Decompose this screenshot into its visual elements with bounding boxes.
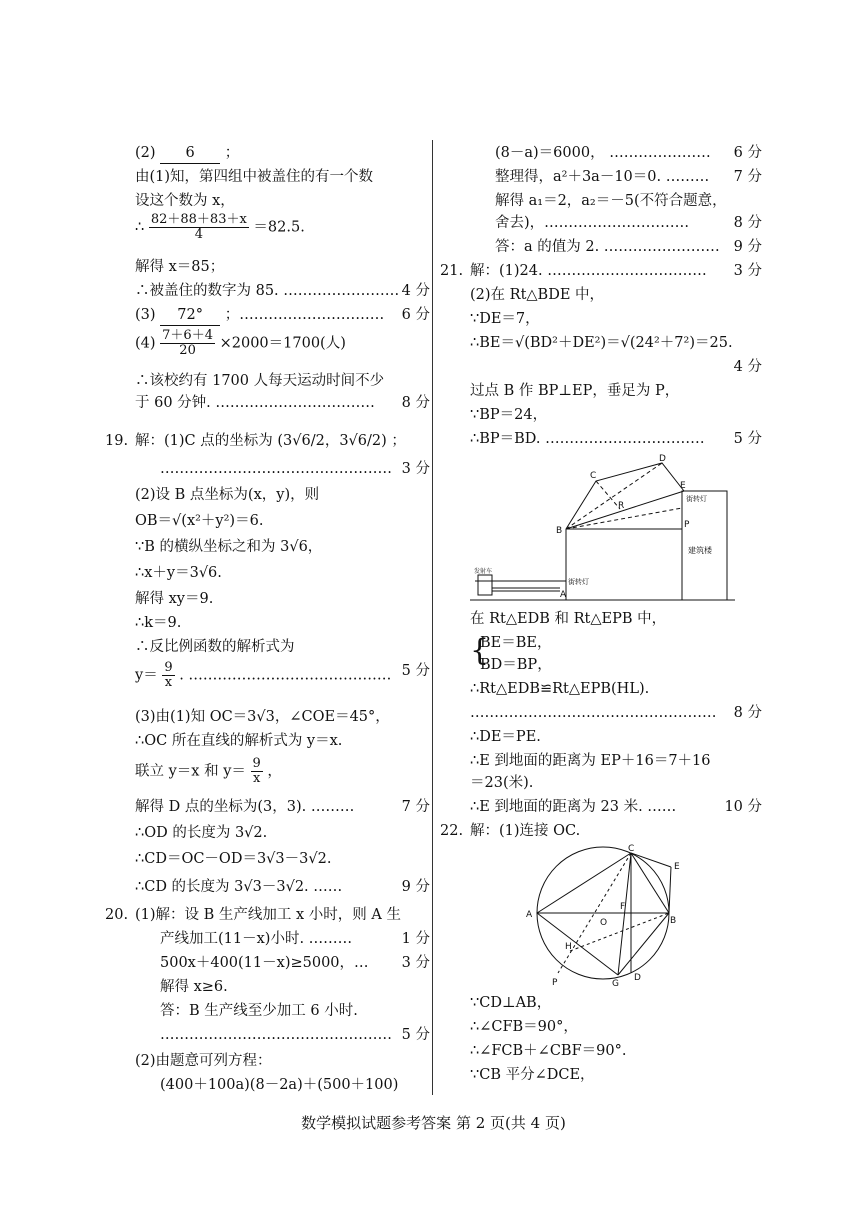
line: OB＝√(x²＋y²)＝6. bbox=[135, 513, 264, 529]
question-number-21: 21. bbox=[440, 263, 464, 279]
line: 解得 x≥6. bbox=[160, 979, 228, 995]
line: (3) 72° ；………………………… 6 分 bbox=[135, 305, 430, 326]
sign-label-1: 街转灯 bbox=[686, 495, 707, 503]
launch-car bbox=[478, 575, 492, 595]
label-p: P bbox=[552, 978, 558, 988]
answer-page: (2) 6 ； 由(1)知，第四组中被盖住的有一个数 设这个数为 x， ∴ $\frac{82+88+83+x}{4}$ ＝82.5. 解得 x＝85； ∴被盖住的数字为 85. …………………… 4 分 (3) 72° ；………………………… 6 分 (4) $\frac{7+6+4}{20}$ ×2000＝1700(人) ∴该校约有 1700 人每天运动时间不少 于 60 分钟. …………………………… 8 分 19. 解：(1)C 点的坐标为 (3√6/2，3√6/2) ； ………………………………………… 3 分 (2)设 B 点坐标为(x，y)，则 OB＝√(x²＋y²)＝6. ∵B 的横纵坐标之和为 3√6， ∴x＋y＝3√6. 解得 xy＝9. ∴k＝9. ∴反比例函数的解析式为 y＝ $\frac{9}{x}$ . …………………………………… 5 分 (3)由(1)知 OC＝3√3，∠COE＝45°， ∴OC 所在直线的解析式为 y＝x. 联立 y＝x 和 y＝ $\frac{9}{x}$ ， 解得 D 点的坐标为(3，3). ……… 7 分 ∴OD 的长度为 3√2. ∴CD＝OC－OD＝3√3－3√2. ∴CD 的长度为 3√3－3√2. …… 9 分 20. (1)解：设 B 生产线加工 x 小时，则 A 生 产线加工(11－x)小时. ……… 1 分 500x＋400(11－x)≥5000，… 3 分 解得 x≥6. 答：B 生产线至少加工 6 小时. ………………………………………… 5 分 (2)由题意可列方程： (400＋100a)(8－2a)＋(500＋100) (8－a)＝6000， ………………… 6 分 整理得，a²＋3a－10＝0. ……… 7 分 解得 a₁＝2，a₂＝－5(不符合题意， 舍去)，………………………… 8 分 答：a 的值为 2. …………………… 9 分 21. 解：(1)24. …………………………… 3 分 (2)在 Rt△BDE 中， ∵DE＝7， ∴BE＝√(BD²＋DE²)＝√(24²＋7²)＝25. 4 分 过点 B 作 BP⊥EP，垂足为 P， ∵BP＝24， ∴BP＝BD. …………………………… 5 分 C D E R B P A 街转灯 建筑楼 街转灯 发射车 在 Rt△EDB 和 Rt△EPB 中， { BE＝BE， BD＝BP， ∴Rt△EDB≌Rt△EPB(HL). …………………………………………… 8 分 ∴DE＝PE. ∴E 到地面的距离为 EP＋16＝7＋16 ＝23(米). ∴E 到地面的距离为 23 米. …… 10 分 22. 解：(1)连接 OC. C E A F B O H P G D ∵CD⊥AB， ∴∠CFB＝90°， ∴∠FCB＋∠CBF＝90°. ∵CB 平分∠DCE， 数学模拟试题参考答案 第 2 页(共 4 页) bbox=[0, 0, 867, 1226]
line: 由(1)知，第四组中被盖住的有一个数 bbox=[135, 169, 374, 185]
line: ∵DE＝7， bbox=[470, 311, 540, 327]
brace: { bbox=[470, 633, 490, 668]
line: ∴ $\frac{82+88+83+x}{4}$ ＝82.5. bbox=[135, 212, 305, 242]
line: (400＋100a)(8－2a)＋(500＋100) bbox=[160, 1077, 399, 1093]
line: 整理得，a²＋3a－10＝0. ……… 7 分 bbox=[495, 169, 762, 185]
line: (3)由(1)知 OC＝3√3，∠COE＝45°， bbox=[135, 709, 390, 725]
answer-blank: 72° bbox=[160, 305, 220, 326]
line: 解得 D 点的坐标为(3，3). ……… 7 分 bbox=[135, 799, 430, 815]
sign-label-2: 街转灯 bbox=[568, 578, 589, 586]
line: 于 60 分钟. …………………………… 8 分 bbox=[135, 395, 430, 411]
label-a: A bbox=[526, 910, 533, 920]
line: BD＝BP， bbox=[480, 657, 552, 673]
label-d: D bbox=[659, 454, 666, 464]
line: ∵CD⊥AB， bbox=[470, 995, 552, 1011]
figure-21 bbox=[470, 453, 740, 603]
line: 舍去)，………………………… 8 分 bbox=[495, 215, 762, 231]
fraction: $\frac{82+88+83+x}{4}$ bbox=[150, 212, 247, 242]
line: 解得 xy＝9. bbox=[135, 591, 214, 607]
label-c: C bbox=[628, 844, 635, 854]
line: 设这个数为 x， bbox=[135, 193, 235, 209]
line: ∴∠FCB＋∠CBF＝90°. bbox=[470, 1043, 627, 1059]
line: ∴k＝9. bbox=[135, 615, 182, 631]
line: ∴CD 的长度为 3√3－3√2. …… 9 分 bbox=[135, 879, 430, 895]
label-h: H bbox=[565, 942, 572, 952]
line: (4) $\frac{7+6+4}{20}$ ×2000＝1700(人) bbox=[135, 328, 346, 358]
column-divider bbox=[432, 140, 433, 1095]
answer-blank: 6 bbox=[160, 143, 220, 164]
line: ∴x＋y＝3√6. bbox=[135, 565, 222, 581]
line: ∴反比例函数的解析式为 bbox=[135, 639, 295, 655]
line: ∴DE＝PE. bbox=[470, 729, 541, 745]
label-b: B bbox=[670, 916, 677, 926]
line: ∴OC 所在直线的解析式为 y＝x. bbox=[135, 733, 343, 749]
line: ∴∠CFB＝90°， bbox=[470, 1019, 578, 1035]
label-o: O bbox=[600, 918, 608, 928]
line: ∴被盖住的数字为 85. …………………… 4 分 bbox=[135, 283, 430, 299]
label-r: R bbox=[618, 501, 625, 511]
line: (1)解：设 B 生产线加工 x 小时，则 A 生 bbox=[135, 907, 401, 923]
car-label: 发射车 bbox=[474, 568, 493, 575]
line: ∴该校约有 1700 人每天运动时间不少 bbox=[135, 373, 385, 389]
line: 500x＋400(11－x)≥5000，… 3 分 bbox=[160, 955, 430, 971]
line: ＝23(米). bbox=[470, 775, 534, 791]
line: 解：(1)24. …………………………… 3 分 bbox=[470, 263, 762, 279]
question-number-20: 20. bbox=[105, 907, 129, 923]
label-c: C bbox=[590, 471, 597, 481]
line: ∴BE＝√(BD²＋DE²)＝√(24²＋7²)＝25. bbox=[470, 335, 733, 351]
line: ∴OD 的长度为 3√2. bbox=[135, 825, 268, 841]
line: 产线加工(11－x)小时. ……… 1 分 bbox=[160, 931, 430, 947]
line: y＝ $\frac{9}{x}$ . …………………………………… 5 分 bbox=[135, 660, 430, 690]
label-d: D bbox=[634, 973, 641, 983]
label-e: E bbox=[680, 481, 686, 491]
line: ∵BP＝24， bbox=[470, 407, 548, 423]
line: ∴BP＝BD. …………………………… 5 分 bbox=[470, 431, 762, 447]
fraction: $\frac{9}{x}$ bbox=[252, 756, 261, 786]
label-b: B bbox=[556, 526, 563, 536]
line: …………………………………………… 8 分 bbox=[470, 705, 762, 721]
line: ∴CD＝OC－OD＝3√3－3√2. bbox=[135, 851, 332, 867]
building-label: 建筑楼 bbox=[688, 546, 712, 555]
line: ∵B 的横纵坐标之和为 3√6， bbox=[135, 539, 323, 555]
figure-22 bbox=[518, 843, 693, 988]
label-g: G bbox=[612, 979, 619, 988]
fraction: $\frac{9}{x}$ bbox=[164, 660, 173, 690]
label-f: F bbox=[620, 902, 626, 912]
line: 在 Rt△EDB 和 Rt△EPB 中， bbox=[470, 611, 667, 627]
line: (8－a)＝6000， ………………… 6 分 bbox=[495, 145, 762, 161]
line: ∴E 到地面的距离为 EP＋16＝7＋16 bbox=[470, 753, 711, 769]
line: 过点 B 作 BP⊥EP，垂足为 P， bbox=[470, 383, 680, 399]
line: ………………………………………… 5 分 bbox=[160, 1027, 430, 1043]
question-number-22: 22. bbox=[440, 823, 464, 839]
line: 解：(1)连接 OC. bbox=[470, 823, 581, 839]
line: BE＝BE， bbox=[480, 635, 552, 651]
line: (2) 6 ； bbox=[135, 143, 239, 164]
line: ∵CB 平分∠DCE， bbox=[470, 1067, 595, 1083]
line: 联立 y＝x 和 y＝ $\frac{9}{x}$ ， bbox=[135, 756, 282, 786]
line: (2)设 B 点坐标为(x，y)，则 bbox=[135, 487, 320, 503]
question-number-19: 19. bbox=[105, 433, 129, 449]
line: (2)由题意可列方程： bbox=[135, 1053, 272, 1069]
label-p: P bbox=[684, 520, 690, 530]
line: 答：B 生产线至少加工 6 小时. bbox=[160, 1003, 358, 1019]
label-e: E bbox=[674, 862, 680, 872]
line: 解：(1)C 点的坐标为 (3√6/2，3√6/2) ； bbox=[135, 433, 406, 449]
line: 解得 a₁＝2，a₂＝－5(不符合题意， bbox=[495, 193, 727, 209]
fraction: $\frac{7+6+4}{20}$ bbox=[162, 328, 213, 358]
line: ∴E 到地面的距离为 23 米. …… 10 分 bbox=[470, 799, 762, 815]
page-footer: 数学模拟试题参考答案 第 2 页(共 4 页) bbox=[301, 1114, 566, 1132]
line: ∴Rt△EDB≌Rt△EPB(HL). bbox=[470, 681, 650, 697]
label-a: A bbox=[560, 590, 567, 600]
line: 答：a 的值为 2. …………………… 9 分 bbox=[495, 239, 762, 255]
line: ………………………………………… 3 分 bbox=[160, 461, 430, 477]
line: (2)在 Rt△BDE 中， bbox=[470, 287, 605, 303]
line: 解得 x＝85； bbox=[135, 259, 225, 275]
